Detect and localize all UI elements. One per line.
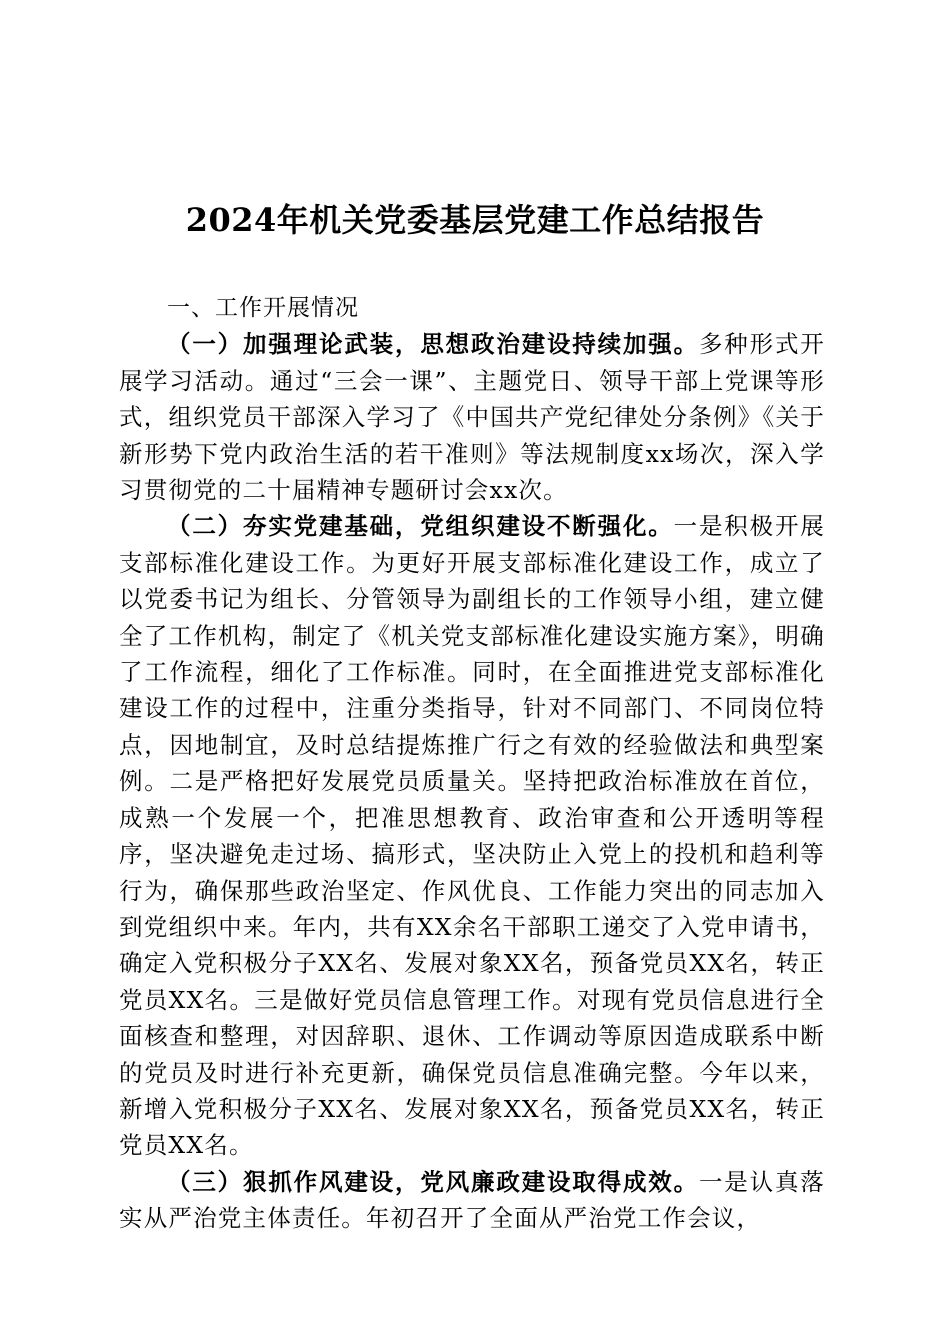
section-heading: 一、工作开展情况 xyxy=(167,295,359,321)
paragraph-2-lead: （二）夯实党建基础，党组织建设不断强化。 xyxy=(167,512,674,541)
paragraph-1 xyxy=(119,326,825,508)
paragraph-1-body: 多种形式开展学习活动。通过“三会一课”、主题党日、领导干部上党课等形式，组织党员干部深入学习了《中国共产党纪律处分条例》《关于新形势下党内政治生活的若干准则》等法规制度xx场次，深入学习贯彻党的二十届精神专题研讨会xx次。 xyxy=(119,330,825,505)
paragraph-3-lead: （三）狠抓作风建设，党风廉政建设取得成效。 xyxy=(167,1167,699,1196)
paragraph-2-body: 一是积极开展支部标准化建设工作。为更好开展支部标准化建设工作，成立了以党委书记为组长、分管领导为副组长的工作领导小组，建立健全了工作机构，制定了《机关党支部标准化建设实施方案》，明确了工作流程，细化了工作标准。同时，在全面推进党支部标准化建设工作的过程中，注重分类指导，针对不同部门、不同岗位特点，因地制宜，及时总结提炼推广行之有效的经验做法和典型案例。二是严格把好发展党员质量关。坚持把政治标准放在首位，成熟一个发展一个，把准思想教育、政治审查和公开透明等程序，坚决避免走过场、搞形式，坚决防止入党上的投机和趋利等行为，确保那些政治坚定、作风优良、工作能力突出的同志加入到党组织中来。年内，共有XX余名干部职工递交了入党申请书，确定入党积极分子XX名、发展对象XX名，预备党员XX名，转正党员XX名。三是做好党员信息管理工作。对现有党员信息进行全面核查和整理，对因辞职、退休、工作调动等原因造成联系中断的党员及时进行补充更新，确保党员信息准确完整。今年以来，新增入党积极分子XX名、发展对象XX名，预备党员XX名，转正党员XX名。 xyxy=(119,512,825,1160)
paragraph-3-body: 一是认真落实从严治党主体责任。年初召开了全面从严治党工作会议， xyxy=(119,1167,825,1233)
paragraph-2 xyxy=(119,508,825,1163)
paragraph-3 xyxy=(119,1164,825,1237)
paragraph-1-lead: （一）加强理论武装，思想政治建设持续加强。 xyxy=(167,330,699,359)
document-body xyxy=(119,290,825,1237)
document-title: 2024年机关党委基层党建工作总结报告 xyxy=(185,201,765,239)
